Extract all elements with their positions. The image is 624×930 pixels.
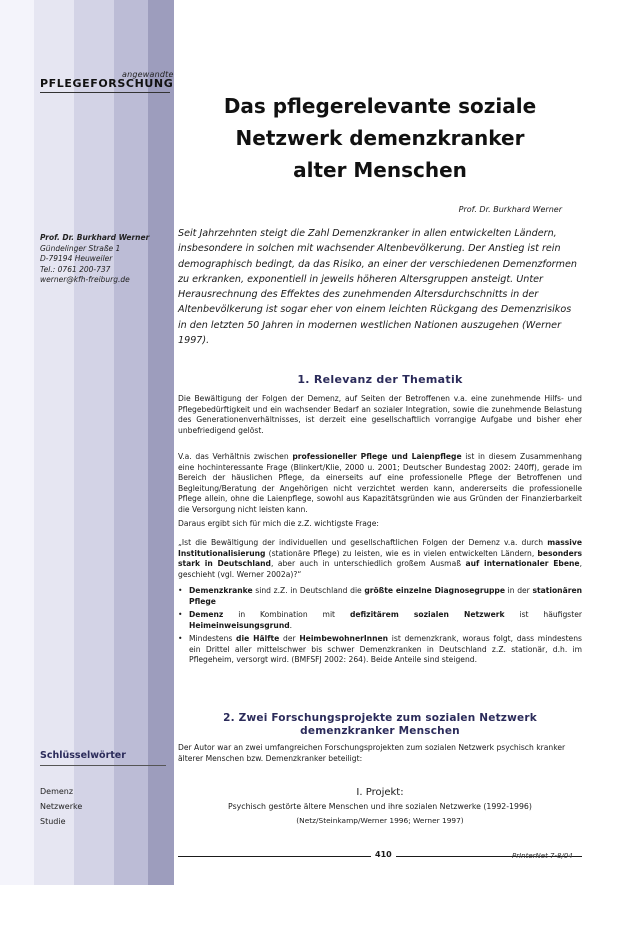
- bullet-icon: •: [178, 610, 183, 619]
- stripe: [0, 0, 34, 885]
- stripe: [148, 0, 174, 885]
- list-item: • Mindestens die Hälfte der HeimbewohnerInnen ist demenzkrank, woraus folgt, dass mindestens ein Drittel aller mittelschwer bis schwer Demenzkranken in Deutschland z.Z. stationär, d.h. im Pflegeheim, versorgt wird. (BMFSFJ 2002: 264). Beide Anteile sind steigend.: [178, 634, 582, 664]
- project-block: [178, 786, 582, 827]
- page-number: 410: [371, 850, 396, 859]
- paragraph: Der Autor war an zwei umfangreichen Forschungsprojekten zum sozialen Netzwerk psychisch kranker älterer Menschen bzw. Demenzkranker beteiligt:: [178, 743, 566, 763]
- author-email[interactable]: werner@kfh-freiburg.de: [40, 275, 130, 284]
- keyword: Studie: [40, 817, 66, 826]
- project-title: Psychisch gestörte ältere Menschen und ihre sozialen Netzwerke (1992-1996): [228, 802, 532, 811]
- author-city: D-79194 Heuweiler: [40, 254, 113, 263]
- author-phone: Tel.: 0761 200-737: [40, 264, 111, 274]
- keywords-heading: Schlüsselwörter: [40, 750, 126, 761]
- list-item: • Demenzkranke sind z.Z. in Deutschland die größte einzelne Diagnosegruppe in der stationären Pflege: [178, 586, 583, 606]
- author-street: Gündelinger Straße 1: [40, 243, 121, 253]
- keyword: Demenz: [40, 787, 74, 796]
- author-contact: [40, 233, 170, 286]
- section-heading: 2. Zwei Forschungsprojekte zum sozialen Netzwerk demenzkranker Menschen: [223, 712, 537, 737]
- paragraph: Die Bewältigung der Folgen der Demenz, auf Seiten der Betroffenen v.a. eine zunehmende Hilfs- und Pflegebedürftigkeit und ein wachsender Bedarf an sozialer Integration, sowie die zunehmende Belastung des Generationenverhältnisses, ist derzeit eine gesellschaftlich vorrangige Aufgabe und bisher eher unbefriedigend gelöst.: [178, 394, 582, 435]
- logo-subtitle: angewandte: [122, 70, 174, 79]
- paragraph: V.a. das Verhältnis zwischen professioneller Pflege und Laienpflege ist in diesem Zusammenhang eine hochinteressante Frage (Blinkert/Klie, 2000 u. 2001; Deutscher Bundestag 2002: 240ff), gerade im Bereich der häuslichen Pflege, da einerseits auf eine professionelle Pflege der Betroffenen und Begleitung/Beratung der Angehörigen nicht verzichtet werden kann, andererseits die professionelle Pflege allein, ohne die Laienpflege, sowohl aus Kapazitätsgründen wie aus Gründen der Finanzierbarkeit die Versorgung nicht leisten kann.: [178, 452, 582, 514]
- journal-logo: [40, 70, 180, 94]
- research-question: „Ist die Bewältigung der individuellen und gesellschaftlichen Folgen der Demenz v.a. durch massive Institutionalisierung (stationäre Pflege) zu leisten, wie es in vielen entwickelten Ländern, besonders stark in Deutschland, aber auch in unterschiedlich großem Ausmaß auf internationaler Ebene, geschieht (vgl. Werner 2002a)?“: [178, 538, 582, 579]
- intro-paragraph: Seit Jahrzehnten steigt die Zahl Demenzkranker in allen entwickelten Ländern, insbesondere in solchen mit wachsender Altenbevölkerung. Der Anstieg ist rein demographisch bedingt, da das Risiko, an einer der verschiedenen Demenzformen zu erkranken, exponentiell in jeweils höheren Altersgruppen ansteigt. Unter Herausrechnung des Effektes des zunehmenden Altersdurchschnitts in der Altenbevölkerung ist sogar eher von einem leichten Rückgang des Demenzrisikos in den letzten 50 Jahren in modernen westlichen Nationen auszugehen (Werner 1997).: [178, 228, 577, 347]
- title-line: Das pflegerelevante soziale: [223, 94, 537, 118]
- project-heading: I. Projekt:: [356, 787, 404, 798]
- article-title: [190, 90, 570, 186]
- bullet-list: [178, 586, 582, 669]
- byline: Prof. Dr. Burkhard Werner: [458, 205, 562, 214]
- keyword: Netzwerke: [40, 802, 83, 811]
- paragraph: Daraus ergibt sich für mich die z.Z. wichtigste Frage:: [178, 519, 379, 528]
- logo-title: PFLEGEFORSCHUNG: [40, 77, 174, 90]
- keywords-list: [40, 784, 82, 829]
- section-heading: 1. Relevanz der Thematik: [297, 373, 463, 386]
- bullet-icon: •: [178, 634, 183, 643]
- title-line: Netzwerk demenzkranker: [235, 126, 525, 150]
- bullet-icon: •: [178, 586, 183, 595]
- keywords-divider: [40, 765, 166, 766]
- list-item: • Demenz in Kombination mit defizitärem sozialen Netzwerk ist häufigster Heimeinweisungsgrund.: [178, 610, 583, 630]
- logo-underline: [40, 92, 170, 93]
- author-name: Prof. Dr. Burkhard Werner: [40, 233, 150, 242]
- project-citation: (Netz/Steinkamp/Werner 1996; Werner 1997): [296, 816, 464, 825]
- journal-issue: PrInterNet 7-8/04: [512, 852, 573, 860]
- title-line: alter Menschen: [293, 158, 467, 182]
